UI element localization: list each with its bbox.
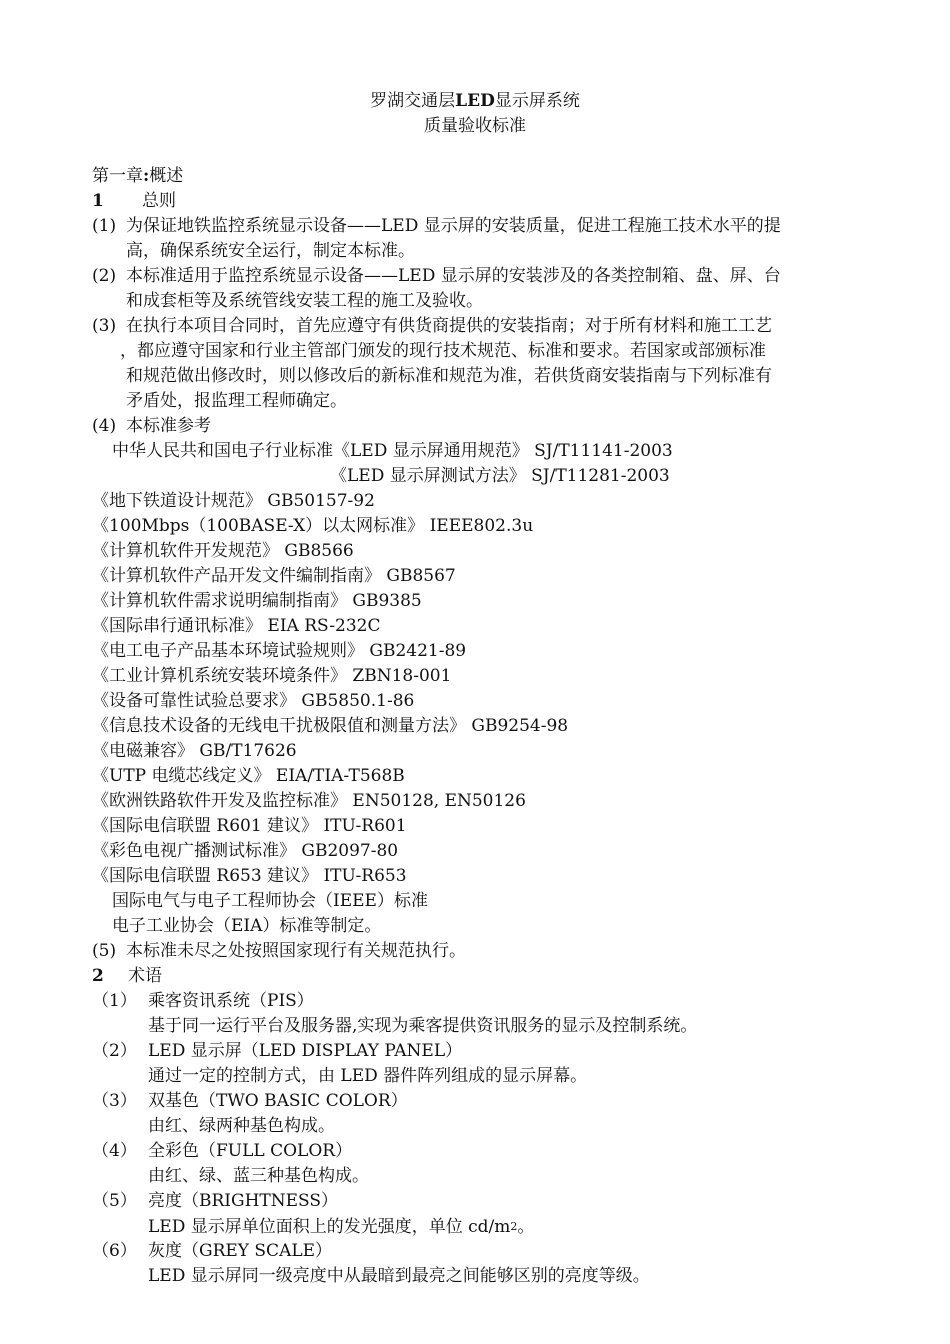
section-1-number: 1	[92, 191, 104, 211]
term-definition: 通过一定的控制方式，由 LED 器件阵列组成的显示屏幕。	[148, 1066, 588, 1086]
reference-entry: 《国际电信联盟 R653 建议》 ITU-R653	[92, 866, 407, 886]
item-number: (4)	[92, 416, 117, 436]
section-2-title: 术语	[128, 966, 162, 986]
section-1-heading	[92, 189, 176, 214]
item-text: 本标准未尽之处按照国家现行有关规范执行。	[126, 941, 466, 961]
item-text-continued: ，都应遵守国家和行业主管部门颁发的现行技术规范、标准和要求。若国家或部颁标准	[120, 341, 766, 361]
superscript: 2	[510, 1220, 518, 1233]
term-name: 乘客资讯系统（PIS）	[148, 991, 314, 1011]
term-name: 双基色（TWO BASIC COLOR）	[148, 1091, 408, 1111]
item-number: (3)	[92, 316, 117, 336]
reference-entry: 《LED 显示屏测试方法》 SJ/T11281-2003	[330, 466, 670, 486]
chapter-colon: :	[143, 166, 150, 186]
title-suffix: 显示屏系统	[494, 91, 580, 111]
term-definition: 基于同一运行平台及服务器,实现为乘客提供资讯服务的显示及控制系统。	[148, 1016, 698, 1036]
reference-entry: 《国际电信联盟 R601 建议》 ITU-R601	[92, 816, 407, 836]
list-item	[92, 414, 211, 439]
document-subtitle: 质量验收标准	[424, 116, 526, 136]
term-heading	[92, 1189, 338, 1214]
reference-entry: 《计算机软件需求说明编制指南》 GB9385	[92, 591, 422, 611]
term-number: （6）	[92, 1241, 137, 1261]
list-item	[92, 214, 781, 239]
reference-entry: 《计算机软件产品开发文件编制指南》 GB8567	[92, 566, 456, 586]
term-heading	[92, 989, 314, 1014]
item-text: 在执行本项目合同时，首先应遵守有供货商提供的安装指南；对于所有材料和施工工艺	[126, 316, 772, 336]
chapter-name: 概述	[149, 166, 184, 186]
reference-entry: 《工业计算机系统安装环境条件》 ZBN18-001	[92, 666, 452, 686]
term-name: 全彩色（FULL COLOR）	[148, 1141, 353, 1161]
reference-entry: 《UTP 电缆芯线定义》 EIA/TIA-T568B	[92, 766, 405, 786]
term-number: （3）	[92, 1091, 137, 1111]
term-number: （4）	[92, 1141, 137, 1161]
term-number: （2）	[92, 1041, 137, 1061]
reference-entry: 《100Mbps（100BASE-X）以太网标准》 IEEE802.3u	[92, 516, 534, 536]
term-definition	[148, 1214, 534, 1239]
reference-entry: 《国际串行通讯标准》 EIA RS-232C	[92, 616, 381, 636]
reference-entry: 《欧洲铁路软件开发及监控标准》 EN50128, EN50126	[92, 791, 526, 811]
term-definition: 由红、绿、蓝三种基色构成。	[148, 1166, 369, 1186]
title-prefix: 罗湖交通层	[370, 91, 456, 111]
section-1-title: 总则	[142, 191, 176, 211]
term-name: 灰度（GREY SCALE）	[148, 1241, 333, 1261]
term-definition: LED 显示屏同一级亮度中从最暗到最亮之间能够区别的亮度等级。	[148, 1266, 650, 1286]
item-number: (2)	[92, 266, 117, 286]
term-number: （1）	[92, 991, 137, 1011]
reference-entry: 《彩色电视广播测试标准》 GB2097-80	[92, 841, 399, 861]
term-definition-text: LED 显示屏单位面积上的发光强度，单位 cd/m	[148, 1217, 511, 1237]
chapter-label: 第一章	[92, 166, 143, 186]
item-text: 本标准适用于监控系统显示设备——LED 显示屏的安装涉及的各类控制箱、盘、屏、台	[126, 266, 781, 286]
reference-entry: 国际电气与电子工程师协会（IEEE）标准	[112, 891, 428, 911]
title-bold: LED	[455, 91, 495, 111]
item-text: 本标准参考	[126, 416, 211, 436]
item-text-continued: 矛盾处，报监理工程师确定。	[126, 391, 347, 411]
term-name: LED 显示屏（LED DISPLAY PANEL）	[148, 1041, 463, 1061]
reference-entry: 《计算机软件开发规范》 GB8566	[92, 541, 354, 561]
item-text-continued: 和成套柜等及系统管线安装工程的施工及验收。	[126, 291, 483, 311]
list-item	[92, 314, 772, 339]
reference-entry: 《信息技术设备的无线电干扰极限值和测量方法》 GB9254-98	[92, 716, 569, 736]
reference-entry: 《地下铁道设计规范》 GB50157-92	[92, 491, 375, 511]
term-heading	[92, 1139, 352, 1164]
section-2-number: 2	[92, 966, 104, 986]
item-text-continued: 高，确保系统安全运行，制定本标准。	[126, 241, 415, 261]
item-number: (5)	[92, 941, 117, 961]
list-item	[92, 939, 466, 964]
term-definition-end: 。	[517, 1217, 535, 1237]
reference-entry: 《电磁兼容》 GB/T17626	[92, 741, 297, 761]
reference-entry: 电子工业协会（EIA）标准等制定。	[112, 916, 382, 936]
section-2-heading	[92, 964, 162, 989]
item-number: (1)	[92, 216, 117, 236]
term-heading	[92, 1089, 408, 1114]
item-text: 为保证地铁监控系统显示设备——LED 显示屏的安装质量，促进工程施工技术水平的提	[126, 216, 781, 236]
reference-entry: 中华人民共和国电子行业标准《LED 显示屏通用规范》 SJ/T11141-2003	[112, 441, 673, 461]
term-name: 亮度（BRIGHTNESS）	[148, 1191, 339, 1211]
item-text-continued: 和规范做出修改时，则以修改后的新标准和规范为准，若供货商安装指南与下列标准有	[126, 366, 772, 386]
term-definition: 由红、绿两种基色构成。	[148, 1116, 335, 1136]
term-heading	[92, 1239, 332, 1264]
chapter-heading	[92, 164, 183, 189]
list-item	[92, 264, 781, 289]
term-heading	[92, 1039, 462, 1064]
document-title	[0, 89, 950, 114]
reference-entry: 《电工电子产品基本环境试验规则》 GB2421-89	[92, 641, 467, 661]
reference-entry: 《设备可靠性试验总要求》 GB5850.1-86	[92, 691, 415, 711]
term-number: （5）	[92, 1191, 137, 1211]
